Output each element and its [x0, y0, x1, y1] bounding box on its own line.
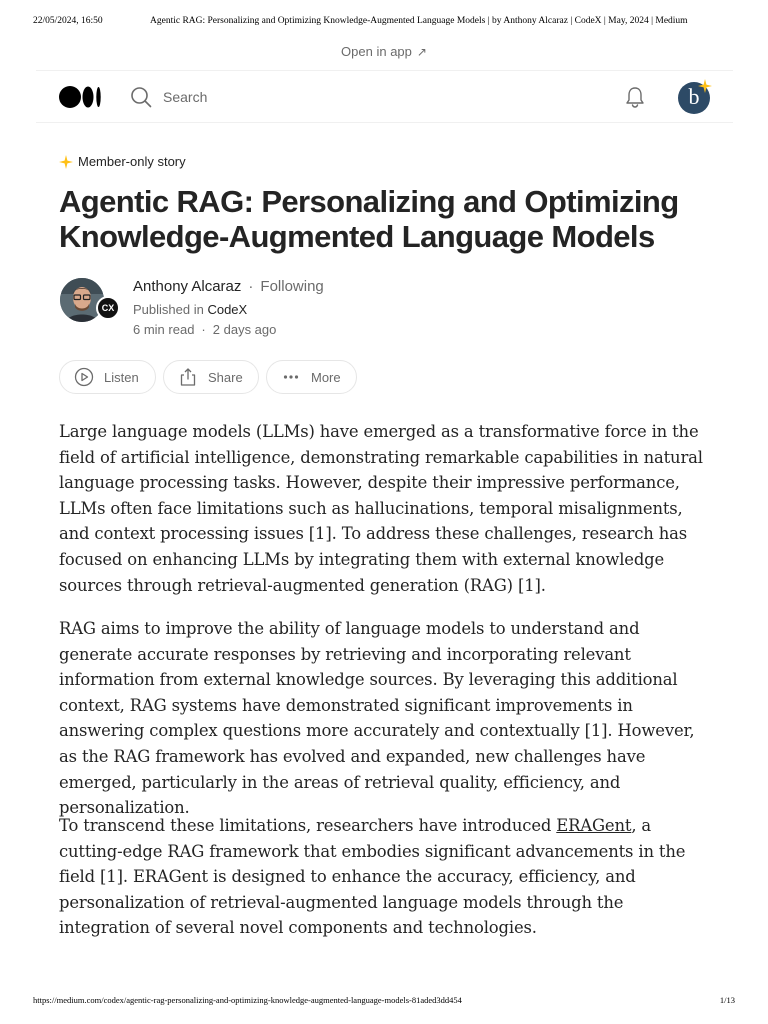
play-icon [74, 367, 94, 387]
following-button[interactable]: Following [260, 278, 324, 295]
topbar-divider-top [36, 70, 733, 71]
separator-dot: · [248, 278, 254, 295]
more-button[interactable] [266, 360, 357, 394]
open-in-app-label: Open in app [341, 44, 412, 59]
print-footer [33, 995, 735, 1007]
sparkle-icon [698, 79, 712, 93]
print-date: 22/05/2024, 16:50 [33, 16, 103, 26]
read-time: 6 min read [133, 322, 195, 337]
print-doc-title: Agentic RAG: Personalizing and Optimizing Knowledge-Augmented Language Models | by Anthony Alcaraz | CodeX | May, 2024 | Medium [150, 16, 688, 26]
print-url: https://medium.com/codex/agentic-rag-personalizing-and-optimizing-knowledge-augmented-language-models-81aded3dd454 [33, 995, 462, 1005]
article-meta [133, 322, 276, 337]
publication-link[interactable]: CodeX [207, 302, 248, 317]
listen-button[interactable] [59, 360, 156, 394]
article-paragraph: Large language models (LLMs) have emerged as a transformative force in the field of artificial intelligence, demonstrating remarkable capabilities in natural language processing tasks. However, despite their impressive performance, LLMs often face limitations such as hallucinations, temporal misalignments, and context processing issues [1]. To address these challenges, research has focused on enhancing LLMs by integrating them with external knowledge sources through retrieval-augmented generation (RAG) [1]. [59, 422, 703, 595]
member-only-label: Member-only story [78, 154, 186, 169]
eragent-link[interactable]: ERAGent [556, 816, 632, 835]
medium-logo-icon[interactable] [59, 86, 103, 108]
publication-logo[interactable]: CX [96, 296, 120, 320]
paragraph-text: To transcend these limitations, researchers have introduced [59, 816, 557, 835]
published-in-line [133, 302, 247, 317]
share-icon [178, 367, 198, 387]
publish-date: 2 days ago [212, 322, 277, 337]
more-label: More [311, 369, 341, 385]
separator-dot: · [201, 322, 206, 337]
paragraph-text: , a cutting-edge RAG framework that embodies significant advancements in the field [1]. ERAGent is designed to enhance the accuracy, efficiency, and personalization of retrieval-augmented language models through the integration of several novel components and technologies. [59, 816, 686, 938]
author-line [133, 278, 324, 295]
share-button[interactable] [163, 360, 259, 394]
search-input[interactable] [163, 86, 363, 108]
article-paragraph: RAG aims to improve the ability of language models to understand and generate accurate responses by retrieving and incorporating relevant information from external knowledge sources. By leveraging this additional context, RAG systems have demonstrated significant improvements in answering complex questions more accurately and contextually [1]. However, as the RAG framework has evolved and expanded, new challenges have emerged, particularly in the areas of retrieval quality, efficiency, and personalization. [59, 619, 695, 818]
topbar-divider-bottom [36, 122, 733, 123]
more-icon [281, 367, 301, 387]
published-in-label: Published in [133, 302, 204, 317]
open-in-app-link[interactable] [0, 44, 768, 59]
print-header [33, 16, 735, 30]
bell-icon[interactable] [624, 85, 646, 109]
print-page-number: 1/13 [719, 995, 735, 1005]
sparkle-icon [59, 155, 73, 169]
author-name-link[interactable]: Anthony Alcaraz [133, 278, 242, 295]
member-only-badge [59, 154, 186, 169]
article-paragraph [59, 813, 714, 941]
user-avatar[interactable]: b [678, 82, 710, 114]
search-icon[interactable] [130, 86, 152, 108]
share-label: Share [208, 369, 243, 385]
article-title: Agentic RAG: Personalizing and Optimizing Knowledge-Augmented Language Models [59, 184, 679, 254]
listen-label: Listen [104, 369, 139, 385]
external-arrow-icon: ↗ [416, 45, 427, 59]
